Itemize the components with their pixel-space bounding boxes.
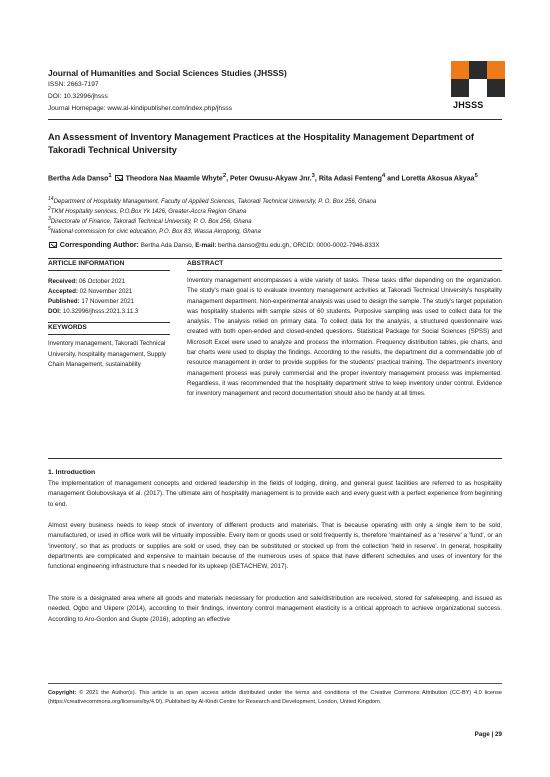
author-name: Loretta Akosua Akyaa bbox=[401, 175, 475, 183]
abstract-divider bbox=[187, 270, 502, 271]
affiliation-sup: 3 bbox=[48, 216, 51, 222]
keywords-text: Inventory management, Takoradi Technical University, hospitality management, Supply Chain Management, sustainability bbox=[48, 340, 166, 369]
received-row bbox=[48, 277, 125, 287]
info-top-divider bbox=[48, 258, 502, 259]
journal-issn: ISSN: 2663-7197 bbox=[48, 81, 99, 88]
keywords-heading: KEYWORDS bbox=[48, 324, 87, 331]
abstract-bottom-divider bbox=[48, 458, 502, 459]
logo-text: JHSSS bbox=[453, 100, 484, 110]
doi-label: DOI: bbox=[48, 308, 62, 315]
keywords-top-divider bbox=[48, 322, 170, 323]
copyright-label: Copyright: bbox=[48, 690, 77, 696]
author-list: Bertha Ada Danso$^1$ Theodora Naa Maamle Whyte$^2$, Peter Owusu-Akyaw Jnr.$^3$, Rita Adasi Fenteng$^4$ and Loretta Akosua Akyaa$^5$ bbox=[48, 173, 478, 183]
affiliation bbox=[48, 225, 502, 236]
author-name: Peter Owusu-Akyaw Jnr. bbox=[229, 175, 312, 183]
doi-row bbox=[48, 307, 138, 317]
received-label: Received: bbox=[48, 278, 78, 285]
journal-doi[interactable]: DOI: 10.32996/jhsss bbox=[48, 93, 108, 100]
email-text[interactable]: bertha.danso@ttu.edu.gh, ORCID: 0000-0002-7946-833X bbox=[218, 242, 380, 249]
info-divider bbox=[48, 270, 170, 271]
footnote-divider bbox=[48, 683, 502, 684]
page-number: Page | 29 bbox=[474, 731, 502, 738]
journal-homepage[interactable]: Journal Homepage: www.al-kindipublisher.com/index.php/jhsss bbox=[48, 105, 232, 112]
logo-square-dark bbox=[487, 79, 505, 97]
copyright-text: © 2021 the Author(s). This article is an open access article distributed under the terms and conditions of the Creative Commons Attribution (CC-BY) 4.0 license (https://creativecommons.org/licenses/by/4.0/). Published by Al-Kindi Centre for Research and Development, London, United Kingdom. bbox=[48, 690, 502, 705]
logo-square-dark bbox=[469, 61, 487, 79]
article-info-heading: ARTICLE INFORMATION bbox=[48, 260, 125, 267]
affiliation-sup: 2 bbox=[48, 206, 51, 212]
accepted-row bbox=[48, 287, 132, 297]
published-date: 17 November 2021 bbox=[81, 298, 135, 305]
corresponding-name: Bertha Ada Danso, bbox=[140, 242, 194, 249]
mail-icon bbox=[115, 175, 123, 181]
logo-square-orange bbox=[451, 61, 469, 79]
affiliation-sup: 5 bbox=[48, 226, 51, 232]
author-name: Rita Adasi Fenteng bbox=[318, 175, 382, 183]
author-sup: 4 bbox=[381, 173, 386, 179]
author-sup: 5 bbox=[474, 173, 478, 179]
corresponding-label: Corresponding Author: bbox=[59, 240, 139, 249]
abstract-heading: ABSTRACT bbox=[187, 260, 224, 267]
author-sup: 3 bbox=[311, 173, 315, 179]
affiliation-text: Directorate of Finance, Takoradi Technical University, P. O. Box 256, Ghana bbox=[50, 219, 252, 225]
author-sup: 1 bbox=[108, 173, 112, 179]
paragraph: The implementation of management concepts and ordered leadership in the fields of lodging, dining, and general guest facilities are referred to as hospitality management Golubovskaya et al. (2017). The ultimate aim of hospitality management is to provide each and every guest with a perfect experience from beginning to end. bbox=[48, 480, 502, 508]
affiliation-text: National commission for civic education, P.O. Box 83, Wassa Akropong, Ghana bbox=[50, 229, 261, 235]
affiliation-text: Department of Hospitality Management, Faculty of Applied Sciences, Takoradi Technical University, P. O. Box 256, Ghana bbox=[53, 199, 377, 205]
keywords-divider bbox=[48, 334, 170, 335]
published-label: Published: bbox=[48, 298, 80, 305]
paragraph: Almost every business needs to keep stock of inventory of different products and materials. That is because operating with only a single item to be sold, manufactured, or used in office work will be virtually impossible. Every item or goods used or sold frequently is, therefore 'maintained' as a 'reserve' a 'fund', or an 'inventory', so that as products or supplies are sold or used, they can be substituted or stocked up from the collection 'held in reserve'. In general, hospitality departments are complicated and expensive to maintain because of the numerous uses of space that have different schedules and uses of inventory for the functional engineering infrastructure that s needed for its upkeep (GETACHEW, 2017). bbox=[48, 522, 502, 571]
corresponding-author bbox=[48, 240, 502, 249]
affiliation-sup: 14 bbox=[48, 196, 54, 202]
mail-icon bbox=[49, 242, 57, 248]
email-label: E-mail: bbox=[195, 242, 217, 249]
section-heading: 1. Introduction bbox=[48, 469, 96, 476]
logo-square-orange bbox=[487, 61, 505, 79]
published-row bbox=[48, 297, 134, 307]
received-date: 06 October 2021 bbox=[78, 278, 126, 285]
article-doi[interactable]: 10.32996/jhsss.2021.3.11.3 bbox=[62, 308, 139, 315]
author-name: Bertha Ada Danso bbox=[48, 175, 109, 183]
abstract-text: Inventory management encompasses a wide variety of tasks. These tasks differ depending on the organization. The study's main goal is to evaluate inventory management activities at Takoradi Technical University's hospitality management department. Non-experimental analysis was used to design the sample. The study's target population was hospitality students with sample sizes of 60 students. Purposive sampling was used to collect data for the analysis. The analysis relied on primary data. To collect data for the analysis, a structured questionnaire was created with both open-ended and closed-ended questions. Statistical Package for Social Sciences (SPSS) and Microsoft Excel were used to analyze and process the information. Frequency distribution tables, pie charts, and bar charts were used to display the findings. According to the results, the department did a commendable job of resource management in order to provide supplies for the students' practical training. The department's inventory management process was purely commercial and the proper inventory management process was implemented. Regardless, it was recommended that the hospitality department strive to keep inventory under control. Evidence for inventory management and record documentation should also be handy at all times. bbox=[187, 277, 502, 398]
logo-square-dark bbox=[451, 79, 469, 97]
author-sup: 2 bbox=[222, 173, 227, 179]
accepted-date: 02 November 2021 bbox=[79, 288, 133, 295]
header-divider bbox=[48, 119, 502, 120]
paragraph: The store is a designated area where all goods and materials necessary for production and sale/distribution are received, stored for safekeeping, and issued as needed. Ogbo and Ukpere (2014), according to their findings, inventory control management elasticity is a critical approach to achieve organizational success. According to Aro-Gordon and Gupte (2016), adopting an effective bbox=[48, 595, 502, 623]
accepted-label: Accepted: bbox=[48, 288, 78, 295]
author-name: Theodora Naa Maamle Whyte bbox=[125, 175, 223, 183]
copyright-note bbox=[48, 689, 502, 706]
affiliation-text: TKM Hospitality services, P.O.Box Yk 1426, Greater-Accra Region Ghana bbox=[50, 209, 247, 215]
article-title: An Assessment of Inventory Management Practices at the Hospitality Management Department of Takoradi Technical University bbox=[48, 132, 474, 155]
journal-name: Journal of Humanities and Social Sciences Studies (JHSSS) bbox=[48, 68, 287, 78]
journal-logo bbox=[451, 61, 505, 115]
